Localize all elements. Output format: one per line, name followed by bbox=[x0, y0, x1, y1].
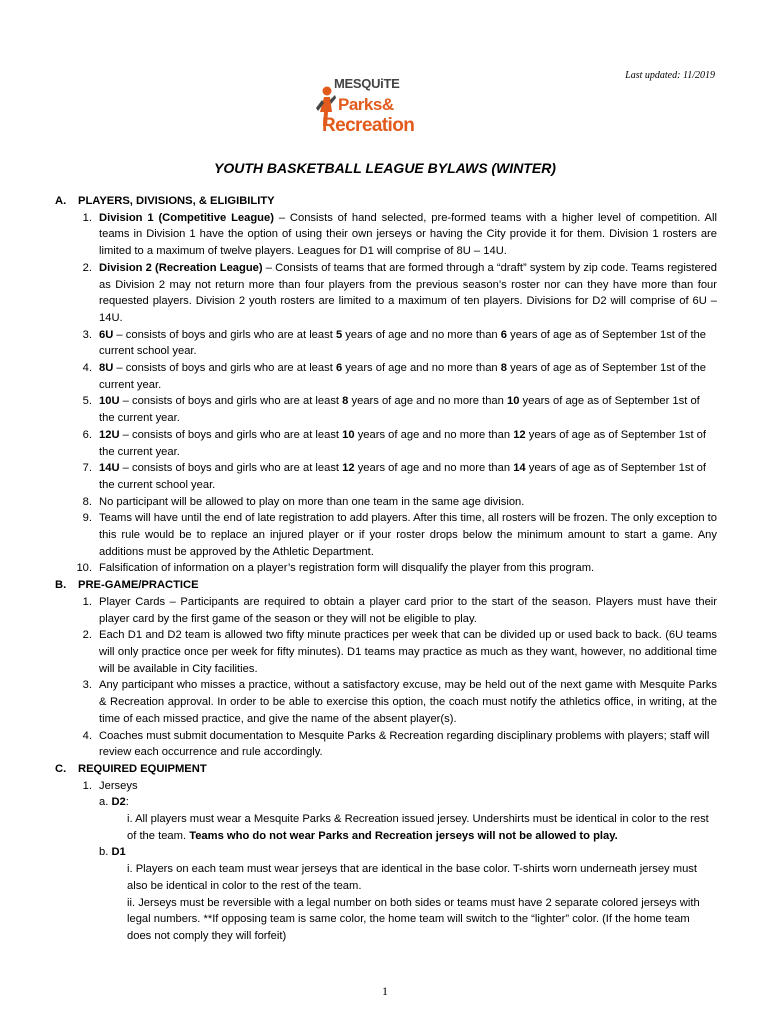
sub-item-d2 bbox=[55, 794, 717, 811]
last-updated-note: Last updated: 11/2019 bbox=[625, 70, 715, 81]
item-text: Jerseys bbox=[99, 779, 138, 792]
mesquite-parks-recreation-logo bbox=[312, 76, 432, 138]
sub-sub-item: i. Players on each team must wear jerseys that are identical in the base color. T-shirts worn underneath jersey must also be identical in color to the rest of the team. bbox=[127, 863, 698, 892]
item-number: 7. bbox=[82, 462, 92, 475]
item-text: No participant will be allowed to play on more than one team in the same age division. bbox=[99, 495, 525, 508]
item-body: years of age and no more than bbox=[348, 395, 507, 408]
list-item bbox=[55, 393, 717, 426]
item-text bbox=[99, 260, 717, 327]
item-number: 5. bbox=[82, 395, 92, 408]
item-text bbox=[99, 210, 717, 260]
item-number: 8. bbox=[82, 495, 92, 508]
list-item bbox=[55, 427, 717, 460]
item-text: Teams will have until the end of late registration to add players. After this time, all rosters will be frozen. The only exception to this rule would be to replace an injured player or if your roster drops below the minimum amount to start a game. Any additions must be approved by the Athletic Department. bbox=[99, 512, 717, 558]
item-bold-label: 6U bbox=[99, 328, 114, 341]
item-bold-number: 12 bbox=[342, 462, 355, 475]
rule-text: i. All players must wear a Mesquite Parks & Recreation issued jersey. Undershirts must be identical in color to the rest of the team. bbox=[127, 813, 709, 842]
item-bold-number: 8 bbox=[342, 395, 349, 408]
sub-item-division: D2 bbox=[111, 796, 126, 809]
item-bold-number: 10 bbox=[342, 428, 355, 441]
item-number: 2. bbox=[82, 629, 92, 642]
item-body: – consists of boys and girls who are at least bbox=[119, 462, 343, 475]
item-number: 6. bbox=[82, 428, 92, 441]
item-bold-label: Division 2 (Recreation League) bbox=[99, 261, 263, 274]
section-letter: C. bbox=[55, 762, 67, 775]
item-body: – Consists of hand selected, pre-formed teams with a higher level of competition. All teams in Division 1 have the option of using their own jerseys or having the City provide it for them. Division 1 rosters are limited to a maximum of twelve players. Leagues for D1 will comprise of 8U – 14U. bbox=[99, 211, 717, 258]
section-letter: B. bbox=[55, 579, 67, 592]
sub-item-d1 bbox=[55, 844, 717, 861]
item-text bbox=[99, 460, 717, 493]
sub-item-colon: : bbox=[125, 796, 129, 809]
item-number: 3. bbox=[82, 328, 92, 341]
item-bold-number: 5 bbox=[335, 328, 343, 341]
list-item bbox=[55, 260, 717, 327]
sub-sub-item bbox=[55, 811, 717, 844]
item-text: Falsification of information on a player’s registration form will disqualify the player from this program. bbox=[99, 562, 595, 575]
item-number: 9. bbox=[82, 512, 92, 525]
list-item bbox=[55, 360, 717, 393]
section-title: REQUIRED EQUIPMENT bbox=[78, 762, 207, 775]
item-body: years of age and no more than bbox=[342, 362, 501, 375]
item-bold-number: 14 bbox=[513, 462, 526, 475]
logo-text-recreation: Recreation bbox=[322, 115, 415, 136]
item-text bbox=[99, 360, 717, 393]
item-text bbox=[99, 427, 717, 460]
bylaws-content bbox=[55, 193, 717, 945]
sub-item-label: a. bbox=[99, 796, 112, 809]
item-text: Each D1 and D2 team is allowed two fifty minute practices per week that can be divided up or used back to back. (6U teams will only practice once per week for fifty minutes). D1 teams may practice as much as they want, however, no additional time will be available in City facilities. bbox=[99, 629, 717, 675]
item-body: years of age as of September 1st of the current school year. bbox=[99, 462, 707, 491]
page-number: 1 bbox=[382, 984, 388, 998]
item-text: Player Cards – Participants are required to obtain a player card prior to the start of the season. Players must have their player card by the first game of the season or they will not be eligible to play. bbox=[99, 595, 717, 625]
item-bold-number: 10 bbox=[506, 395, 520, 408]
section-title: PLAYERS, DIVISIONS, & ELIGIBILITY bbox=[78, 195, 275, 207]
item-body: – consists of boys and girls who are at least bbox=[113, 362, 336, 375]
item-body: – consists of boys and girls who are at least bbox=[119, 428, 343, 441]
list-item bbox=[55, 510, 717, 560]
item-number: 1. bbox=[82, 595, 92, 608]
list-item bbox=[55, 594, 717, 627]
item-body: – consists of boys and girls who are at least bbox=[113, 328, 336, 341]
item-bold-label: Division 1 (Competitive League) bbox=[99, 211, 274, 224]
item-number: 10. bbox=[76, 562, 92, 575]
list-item bbox=[55, 210, 717, 260]
document-title: YOUTH BASKETBALL LEAGUE BYLAWS (WINTER) bbox=[214, 160, 556, 176]
item-bold-label: 12U bbox=[99, 428, 120, 441]
logo-text-parks: Parks& bbox=[338, 95, 394, 114]
item-number: 4. bbox=[82, 362, 92, 375]
item-text bbox=[99, 393, 717, 426]
item-bold-label: 8U bbox=[99, 362, 114, 375]
item-text: Any participant who misses a practice, without a satisfactory excuse, may be held out of the next game with Mesquite Parks & Recreation approval. In order to be able to exercise this option, the coach must notify the athletics office, in writing, at the time of each missed practice, and give the name of the absent player(s). bbox=[99, 679, 717, 725]
item-number: 1. bbox=[82, 211, 92, 224]
item-text: Coaches must submit documentation to Mesquite Parks & Recreation regarding disciplinary problems with players; staff will review each occurrence and rule accordingly. bbox=[99, 729, 710, 759]
list-item bbox=[55, 327, 717, 360]
item-bold-label: 14U bbox=[99, 462, 120, 475]
item-number: 4. bbox=[82, 729, 92, 742]
list-item bbox=[55, 560, 717, 577]
item-bold-number: 12 bbox=[513, 428, 526, 441]
rule-emphasis: Teams who do not wear Parks and Recreation jerseys will not be allowed to play. bbox=[189, 829, 618, 842]
section-c-heading bbox=[55, 761, 717, 778]
logo-text-mesquite: MESQUiTE bbox=[334, 76, 400, 91]
item-text bbox=[99, 327, 717, 360]
list-item-jerseys bbox=[55, 778, 717, 795]
item-bold-number: 6 bbox=[335, 362, 343, 375]
list-item bbox=[55, 677, 717, 727]
list-item bbox=[55, 494, 717, 511]
item-number: 1. bbox=[82, 779, 92, 792]
item-bold-label: 10U bbox=[99, 395, 120, 408]
item-body: years of age as of September 1st of the current school year. bbox=[99, 328, 707, 358]
item-body: years of age and no more than bbox=[342, 328, 501, 341]
sub-sub-item: ii. Jerseys must be reversible with a legal number on both sides or teams must have 2 separate colored jerseys with legal numbers. **If opposing team is same color, the home team will switch to the “lighter” color. (If the home team does not comply they will forfeit) bbox=[127, 896, 700, 942]
section-letter: A. bbox=[55, 195, 67, 207]
item-body: years of age as of September 1st of the current year. bbox=[99, 395, 700, 425]
section-b-heading bbox=[55, 577, 717, 594]
item-body: years of age as of September 1st of the current year. bbox=[99, 428, 707, 458]
item-body: – Consists of teams that are formed through a “draft” system by zip code. Teams registered as Division 2 may not return more than four players from the previous season’s roster nor can they have more than four requested players. Division 2 youth rosters are limited to a maximum of ten players. Divisions for D2 will comprise of 6U – 14U. bbox=[99, 261, 717, 324]
item-bold-number: 8 bbox=[500, 362, 507, 375]
list-item bbox=[55, 728, 717, 761]
list-item bbox=[55, 460, 717, 493]
item-number: 2. bbox=[82, 261, 92, 274]
list-item bbox=[55, 627, 717, 677]
item-bold-number: 6 bbox=[500, 328, 507, 341]
item-body: – consists of boys and girls who are at least bbox=[119, 395, 343, 408]
item-body: years of age and no more than bbox=[354, 428, 514, 441]
item-number: 3. bbox=[82, 679, 92, 692]
sub-item-division: D1 bbox=[111, 846, 126, 859]
item-body: years of age and no more than bbox=[354, 462, 514, 475]
section-title: PRE-GAME/PRACTICE bbox=[78, 579, 199, 592]
section-a-heading bbox=[55, 193, 717, 210]
sub-item-label: b. bbox=[99, 846, 112, 859]
item-body: years of age as of September 1st of the current year. bbox=[99, 362, 707, 391]
